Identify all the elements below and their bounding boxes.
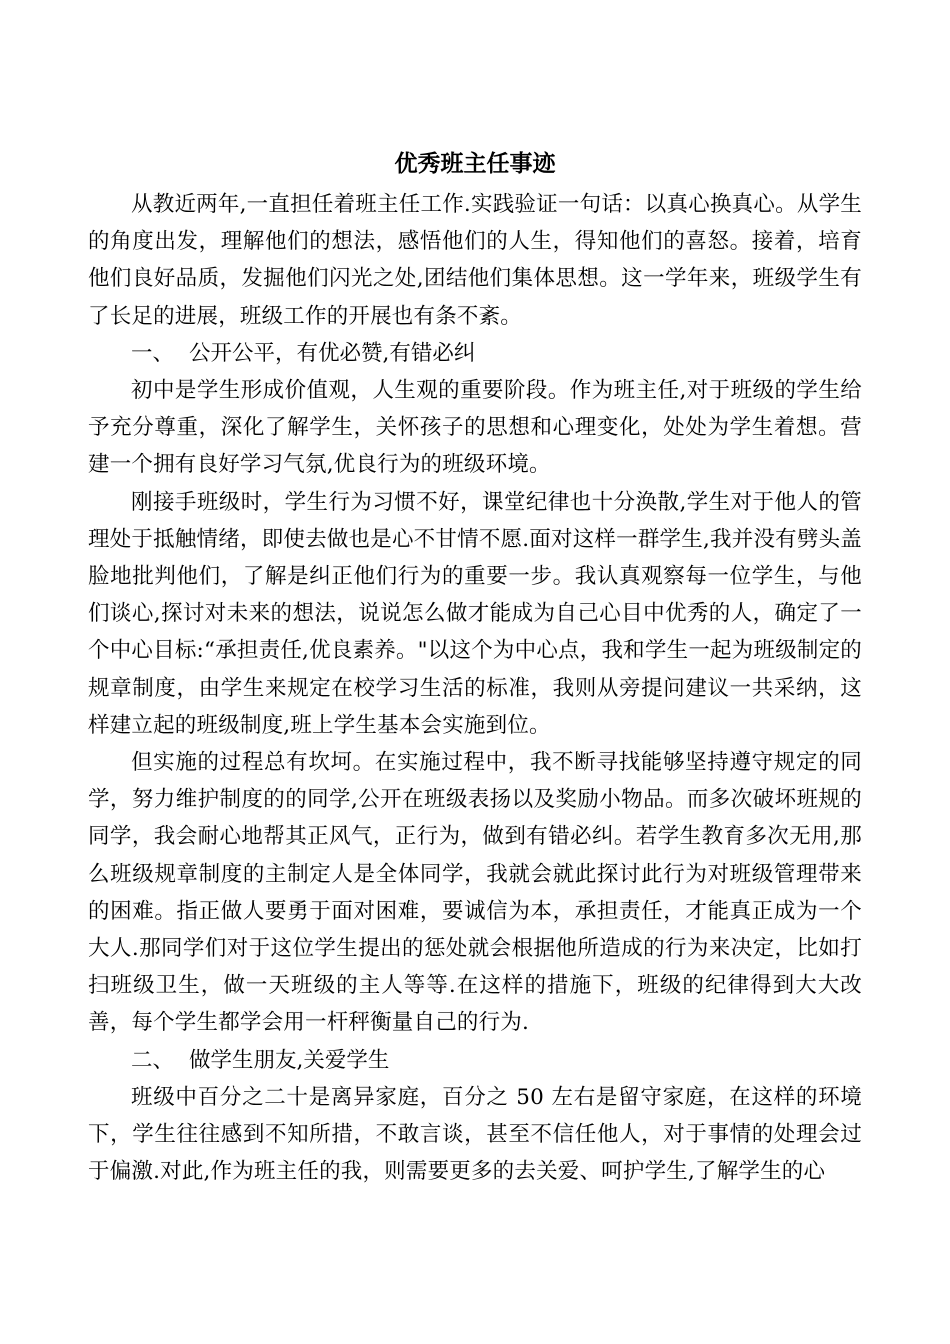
section-heading-2 (88, 1042, 862, 1079)
section-heading-1 (88, 335, 862, 372)
section-heading-text: 公开公平，有优必赞,有错必纠 (189, 340, 476, 366)
paragraph: 初中是学生形成价值观，人生观的重要阶段。作为班主任,对于班级的学生给予充分尊重，深化了解学生，关怀孩子的思想和心理变化，处处为学生着想。营建一个拥有良好学习气氛,优良行为的班级环境。 (88, 378, 862, 478)
document-title: 优秀班主任事迹 (394, 150, 556, 177)
section-heading-text: 做学生朋友,关爱学生 (189, 1047, 390, 1073)
section-number: 一、 (131, 340, 175, 366)
paragraph: 刚接手班级时，学生行为习惯不好，课堂纪律也十分涣散,学生对于他人的管理处于抵触情绪，即使去做也是心不甘情不愿.面对这样一群学生,我并没有劈头盖脸地批判他们，了解是纠正他们行为的重要一步。我认真观察每一位学生，与他们谈心,探讨对未来的想法，说说怎么做才能成为自己心目中优秀的人，确定了一个中心目标:“承担责任,优良素养。"以这个为中心点，我和学生一起为班级制定的规章制度，由学生来规定在校学习生活的标准，我则从旁提问建议一共采纳，这样建立起的班级制度,班上学生基本会实施到位。 (88, 489, 862, 738)
document-page (88, 148, 862, 1190)
paragraph: 但实施的过程总有坎坷。在实施过程中，我不断寻找能够坚持遵守规定的同学，努力维护制度的的同学,公开在班级表扬以及奖励小物品。而多次破坏班规的同学，我会耐心地帮其正风气，正行为，做到有错必纠。若学生教育多次无用,那么班级规章制度的主制定人是全体同学，我就会就此探讨此行为对班级管理带来的困难。指正做人要勇于面对困难，要诚信为本，承担责任，才能真正成为一个大人.那同学们对于这位学生提出的惩处就会根据他所造成的行为来决定，比如打扫班级卫生，做一天班级的主人等等.在这样的措施下，班级的纪律得到大大改善，每个学生都学会用一杆秤衡量自己的行为. (88, 750, 862, 1036)
paragraph: 班级中百分之二十是离异家庭，百分之 50 左右是留守家庭，在这样的环境下，学生往往感到不知所措，不敢言谈，甚至不信任他人，对于事情的处理会过于偏激.对此,作为班主任的我，则需要更多的去关爱、呵护学生,了解学生的心 (88, 1084, 862, 1185)
paragraph-intro: 从教近两年,一直担任着班主任工作.实践验证一句话：以真心换真心。从学生的角度出发，理解他们的想法，感悟他们的人生，得知他们的喜怒。接着，培育他们良好品质，发掘他们闪光之处,团结他们集体思想。这一学年来，班级学生有了长足的进展，班级工作的开展也有条不紊。 (88, 192, 862, 329)
section-number: 二、 (131, 1047, 175, 1073)
